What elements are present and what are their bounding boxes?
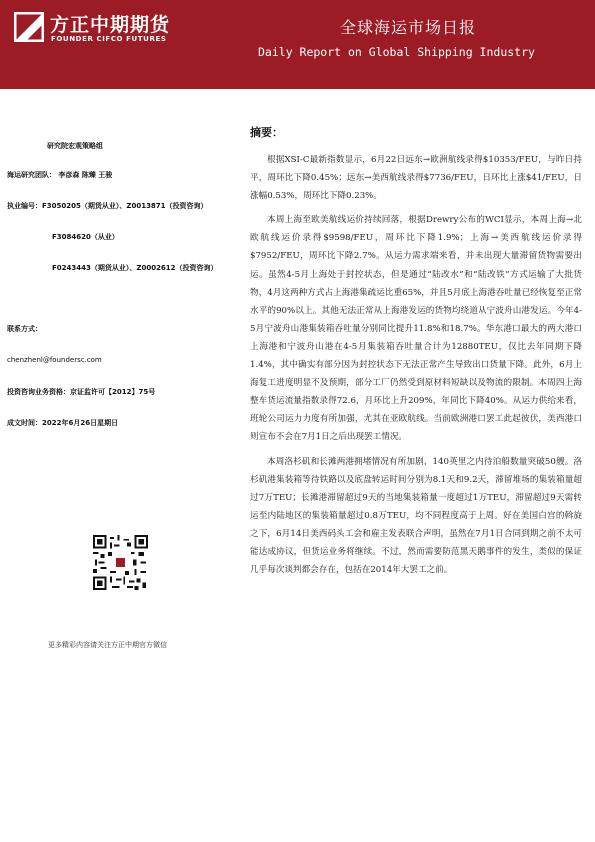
paragraph-port-congestion: 本周洛杉矶和长滩两港拥堵情况有所加剧，140英里之内待泊船数量突破50艘。洛杉矶港集装箱等待铁路以及底盘转运时间分别为8.1天和9.2天，滞留堆场的集装箱量超过7万TEU；长滩港滞留超过9天的当地集装箱量一度超过1万TEU，滞留超过9天需转运至内陆地区的集装箱量超过0.8万TEU，均不同程度高于上周。好在美国白宫的斡旋之下，6月14日美西码头工会和雇主发表联合声明，虽然在7月1日合同到期之前不太可能达成协议，但货运业务将继续。不过，然而需要防范黑天鹅事件的发生，类似的保证几乎每次谈判都会存在，包括在2014年大罢工之前。 (250, 456, 582, 576)
report-date: 成文时间：2022年6月26日星期日 (7, 419, 119, 427)
wechat-qr-code-icon (93, 535, 148, 590)
contact-email[interactable]: chenzhenl@foundersc.com (7, 356, 102, 364)
license-line-3: F0243443（期货从业）、Z0002612（投资咨询） (52, 264, 218, 272)
report-header (0, 0, 595, 89)
contact-label: 联系方式： (7, 325, 42, 333)
report-title-chinese: 全球海运市场日报 (340, 18, 477, 37)
qr-caption: 更多精彩内容请关注方正中期官方微信 (48, 641, 167, 649)
research-team: 海运研究团队： 李彦森 陈臻 王骏 (7, 171, 113, 179)
logo-mark-icon (14, 12, 44, 42)
abstract-body (250, 151, 582, 579)
brand-logo (14, 10, 204, 50)
license-line-2: F3084620（从业） (52, 233, 119, 241)
report-title-english: Daily Report on Global Shipping Industry (258, 45, 535, 59)
paragraph-freight-analysis: 本周上海至欧美航线运价持续回落，根据Drewry公布的WCI显示，本周上海→北欧航线运价录得$9598/FEU，周环比下降1.9%；上海→美西航线运价录得$7952/FEU，周环比下降2.7%。从运力需求端来看，并未出现大量滞留货物需要出运。虽然4-5月上海处于封控状态，但是通过“陆改水”和“陆改铁”方式运输了大批货物，4月这两种方式占上海港集疏运比重65%，并且5月底上海港吞吐量已经恢复至正常水平的90%以上。其他无法正常从上海港发运的货物均绕道从宁波舟山港发运。今年4-5月宁波舟山港集装箱吞吐量分别同比提升11.8%和18.7%。华东港口最大的两大港口上海港和宁波舟山港在4-5月集装箱吞吐量合计为12880TEU，仅比去年同期下降1.4%，其中确实有部分因为封控状态下无法正常产生导致出口货量下降。此外，6月上海复工进度明显不及预期，部分工厂仍然受到原材料短缺以及物流的限制。本周四上海整车货运流量指数录得72.6，月环比上升209%，年同比下降40%。从运力供给来看，班轮公司运力力度有所加强，尤其在亚欧航线。当前欧洲港口罢工此起彼伏，美西港口则宣布不会在7月1日之后出现罢工情况。 (250, 215, 582, 443)
research-group: 研究院宏观策略组 (47, 142, 103, 150)
abstract-title: 摘要： (250, 126, 283, 139)
consulting-license: 投资咨询业务资格：京证监许可【2012】75号 (7, 388, 156, 396)
logo-chinese-text: 方正中期期货 (50, 14, 171, 36)
logo-english-text: FOUNDER CIFCO FUTURES (51, 35, 167, 43)
paragraph-index-summary: 根据XSI-C最新指数显示，6月22日远东→欧洲航线录得$10353/FEU，与昨日持平，周环比下降0.45%；远东→美西航线录得$7736/FEU，日环比上涨$41/FEU，日涨幅0.53%，周环比下降0.23%。 (250, 155, 582, 202)
license-line-1: 执业编号：F3050205（期货从业）、Z0013871（投资咨询） (7, 202, 208, 210)
